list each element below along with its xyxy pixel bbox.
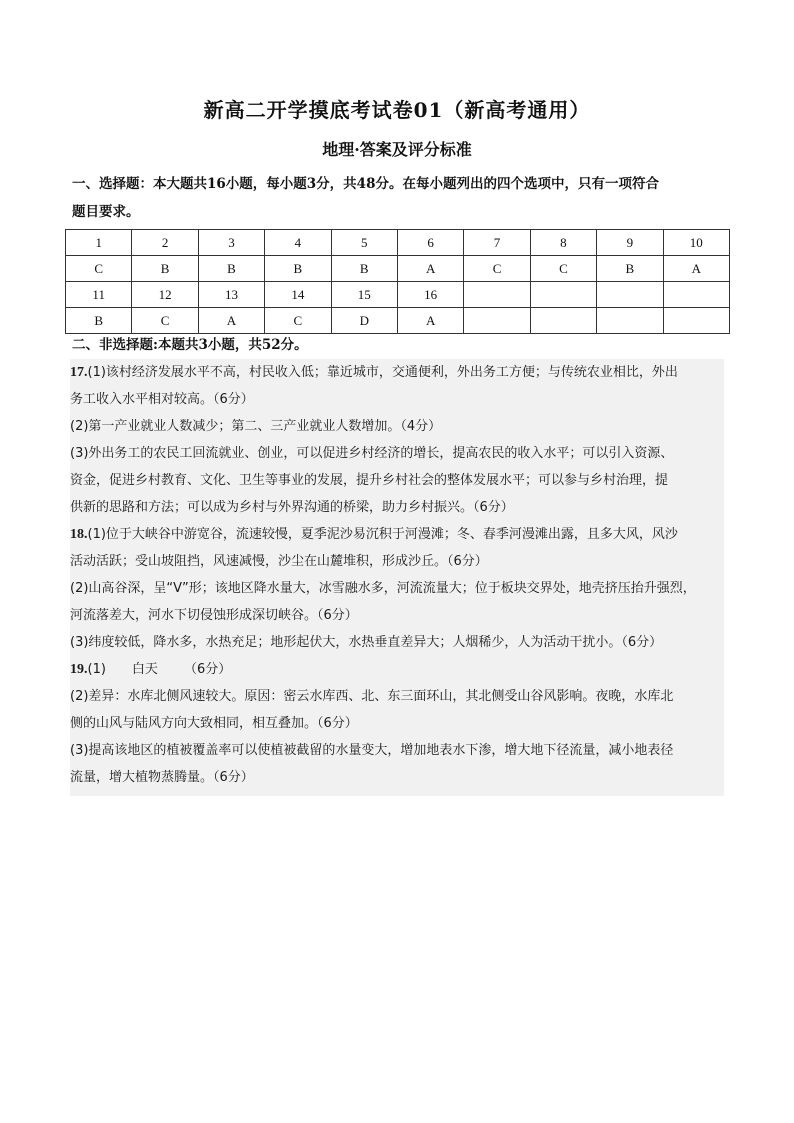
q17-text-1: (1)该村经济发展水平不高，村民收入低；靠近城市，交通便利，外出务工方便；与传统农业相比，外出: [87, 365, 678, 380]
q17-line4: (3)外出务工的农民工回流就业、创业，可以促进乡村经济的增长，提高农民的收入水平；可以引入资源、: [70, 446, 674, 461]
section1-heading-line2: 题目要求。: [72, 204, 140, 220]
answer-cell: B: [66, 308, 132, 334]
q18-line1: [70, 521, 724, 548]
q17-line3: (2)第一产业就业人数减少；第二、三产业就业人数增加。（4分）: [70, 419, 442, 434]
q19-part1-score: （6分）: [183, 662, 232, 677]
q18-line5: (3)纬度较低，降水多，水热充足；地形起伏大，水热垂直差异大；人烟稀少，人为活动干扰小。（6分）: [70, 635, 663, 650]
section1-heading: [72, 170, 728, 226]
answer-table-row: [66, 230, 730, 256]
page-subtitle: 地理·答案及评分标准: [322, 140, 472, 159]
answer-cell: C: [66, 256, 132, 282]
question-number-cell: 13: [198, 282, 264, 308]
answer-table: [65, 229, 730, 334]
question-number-cell: [464, 282, 530, 308]
question-number-cell: 5: [331, 230, 397, 256]
answer-cell: [597, 308, 663, 334]
answer-table-row: [66, 308, 730, 334]
answer-table-row: [66, 282, 730, 308]
q19-number: 19.: [70, 662, 88, 677]
answer-cell: C: [265, 308, 331, 334]
question-number-cell: [597, 282, 663, 308]
answer-cell: A: [198, 308, 264, 334]
question-number-cell: 8: [530, 230, 596, 256]
question-number-cell: 11: [66, 282, 132, 308]
question-number-cell: 9: [597, 230, 663, 256]
answer-cell: D: [331, 308, 397, 334]
answer-cell: A: [397, 256, 463, 282]
question-number-cell: 4: [265, 230, 331, 256]
question-number-cell: 3: [198, 230, 264, 256]
section1-heading-line1: 一、选择题：本大题共16小题，每小题3分，共48分。在每小题列出的四个选项中，只有一项符合: [72, 176, 659, 192]
q18-line4: 河流落差大，河水下切侵蚀形成深切峡谷。（6分）: [70, 608, 358, 623]
q18-line3: (2)山高谷深，呈“V”形；该地区降水量大，冰雪融水多，河流流量大；位于板块交界处，地壳挤压抬升强烈，: [70, 581, 696, 596]
q17-number: 17.: [70, 365, 88, 380]
answer-cell: [663, 308, 729, 334]
page-title: 新高二开学摸底考试卷01（新高考通用）: [203, 98, 591, 122]
answer-cell: [530, 308, 596, 334]
question-number-cell: 2: [132, 230, 198, 256]
q17-line1: [70, 359, 724, 386]
q19-line4: (3)提高该地区的植被覆盖率可以使植被截留的水量变大，增加地表水下渗，增大地下径流量，减小地表径: [70, 743, 674, 758]
answer-cell: B: [597, 256, 663, 282]
answer-cell: B: [265, 256, 331, 282]
question-number-cell: 12: [132, 282, 198, 308]
question-number-cell: 16: [397, 282, 463, 308]
question-number-cell: [663, 282, 729, 308]
answer-cell: B: [331, 256, 397, 282]
answer-cell: [464, 308, 530, 334]
q19-line5: 流量，增大植物蒸腾量。（6分）: [70, 770, 254, 785]
question-number-cell: 10: [663, 230, 729, 256]
answer-table-row: [66, 256, 730, 282]
answer-table-body: [66, 230, 730, 334]
answer-cell: C: [132, 308, 198, 334]
q19-line2: (2)差异：水库北侧风速较大。原因：密云水库西、北、东三面环山，其北侧受山谷风影响。夜晚，水库北: [70, 689, 674, 704]
q17-line6: 供新的思路和方法；可以成为乡村与外界沟通的桥梁，助力乡村振兴。（6分）: [70, 500, 514, 515]
answer-cell: A: [397, 308, 463, 334]
q19-line1: [70, 656, 724, 683]
question-number-cell: 1: [66, 230, 132, 256]
q18-text-1: (1)位于大峡谷中游宽谷，流速较慢，夏季泥沙易沉积于河漫滩；冬、春季河漫滩出露，且多大风，风沙: [87, 527, 678, 542]
question-number-cell: [530, 282, 596, 308]
answer-cell: B: [198, 256, 264, 282]
q17-line2: 务工收入水平相对较高。（6分）: [70, 392, 254, 407]
section2-heading: 二、非选择题:本题共3小题，共52分。: [72, 337, 308, 353]
q19-part1-prefix: (1): [87, 662, 106, 677]
question-number-cell: 6: [397, 230, 463, 256]
q19-line3: 侧的山风与陆风方向大致相同，相互叠加。（6分）: [70, 716, 358, 731]
answer-cell: B: [132, 256, 198, 282]
q17-line5: 资金，促进乡村教育、文化、卫生等事业的发展，提升乡村社会的整体发展水平；可以参与乡村治理，提: [70, 473, 669, 488]
answer-cell: C: [464, 256, 530, 282]
q19-part1-answer: 白天: [131, 662, 158, 677]
q18-number: 18.: [70, 527, 88, 542]
question-number-cell: 15: [331, 282, 397, 308]
question-number-cell: 7: [464, 230, 530, 256]
question-number-cell: 14: [265, 282, 331, 308]
q18-line2: 活动活跃；受山坡阻挡，风速减慢，沙尘在山麓堆积，形成沙丘。（6分）: [70, 554, 488, 569]
answer-cell: A: [663, 256, 729, 282]
answer-cell: C: [530, 256, 596, 282]
